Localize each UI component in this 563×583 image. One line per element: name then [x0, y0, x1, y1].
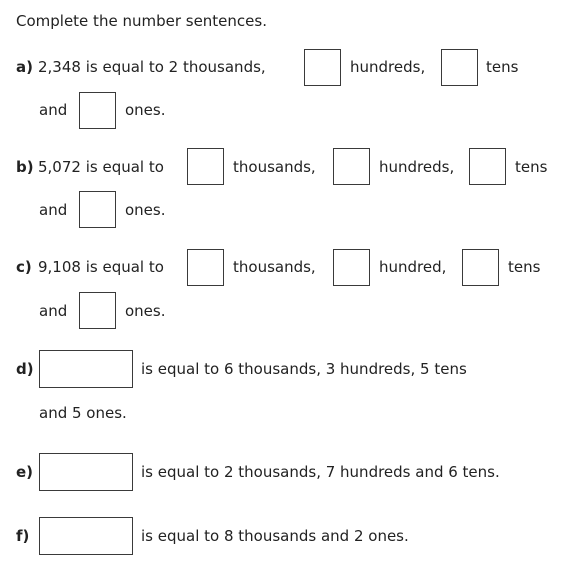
question-e-number-answer-box[interactable] — [39, 453, 133, 491]
question-c-text: 9,108 is equal to — [38, 258, 164, 276]
question-a-tens-answer-box[interactable] — [441, 49, 478, 86]
question-b-tens-answer-box[interactable] — [469, 148, 506, 185]
question-c-and-text: and — [39, 302, 68, 320]
question-c-tens-label: tens — [508, 258, 541, 276]
question-c-tens-answer-box[interactable] — [462, 249, 499, 286]
question-b-thousands-answer-box[interactable] — [187, 148, 224, 185]
question-b-label: b) — [16, 158, 34, 176]
question-b-hundreds-label: hundreds, — [379, 158, 455, 176]
question-d-label: d) — [16, 360, 34, 378]
question-a-hundreds-label: hundreds, — [350, 58, 426, 76]
question-b-tens-label: tens — [515, 158, 548, 176]
question-a-text: 2,348 is equal to 2 thousands, — [38, 58, 266, 76]
question-f-text: is equal to 8 thousands and 2 ones. — [141, 527, 409, 545]
question-b-ones-label: ones. — [125, 201, 166, 219]
question-b-and-text: and — [39, 201, 68, 219]
question-f-number-answer-box[interactable] — [39, 517, 133, 555]
question-c-ones-label: ones. — [125, 302, 166, 320]
question-c-thousands-label: thousands, — [233, 258, 316, 276]
question-a-ones-label: ones. — [125, 101, 166, 119]
question-c-ones-answer-box[interactable] — [79, 292, 116, 329]
question-c-hundred-label: hundred, — [379, 258, 447, 276]
question-a-label: a) — [16, 58, 33, 76]
question-c-thousands-answer-box[interactable] — [187, 249, 224, 286]
question-d-number-answer-box[interactable] — [39, 350, 133, 388]
question-e-label: e) — [16, 463, 34, 481]
question-d-continuation-text: and 5 ones. — [39, 404, 127, 422]
question-f-label: f) — [16, 527, 30, 545]
question-c-hundred-answer-box[interactable] — [333, 249, 370, 286]
question-a-and-text: and — [39, 101, 68, 119]
instructions-text: Complete the number sentences. — [16, 12, 267, 30]
question-a-tens-label: tens — [486, 58, 519, 76]
question-b-text: 5,072 is equal to — [38, 158, 164, 176]
question-b-thousands-label: thousands, — [233, 158, 316, 176]
question-e-text: is equal to 2 thousands, 7 hundreds and 6 tens. — [141, 463, 500, 481]
question-b-hundreds-answer-box[interactable] — [333, 148, 370, 185]
question-c-label: c) — [16, 258, 32, 276]
question-d-text: is equal to 6 thousands, 3 hundreds, 5 tens — [141, 360, 467, 378]
question-a-ones-answer-box[interactable] — [79, 92, 116, 129]
question-b-ones-answer-box[interactable] — [79, 191, 116, 228]
question-a-hundreds-answer-box[interactable] — [304, 49, 341, 86]
